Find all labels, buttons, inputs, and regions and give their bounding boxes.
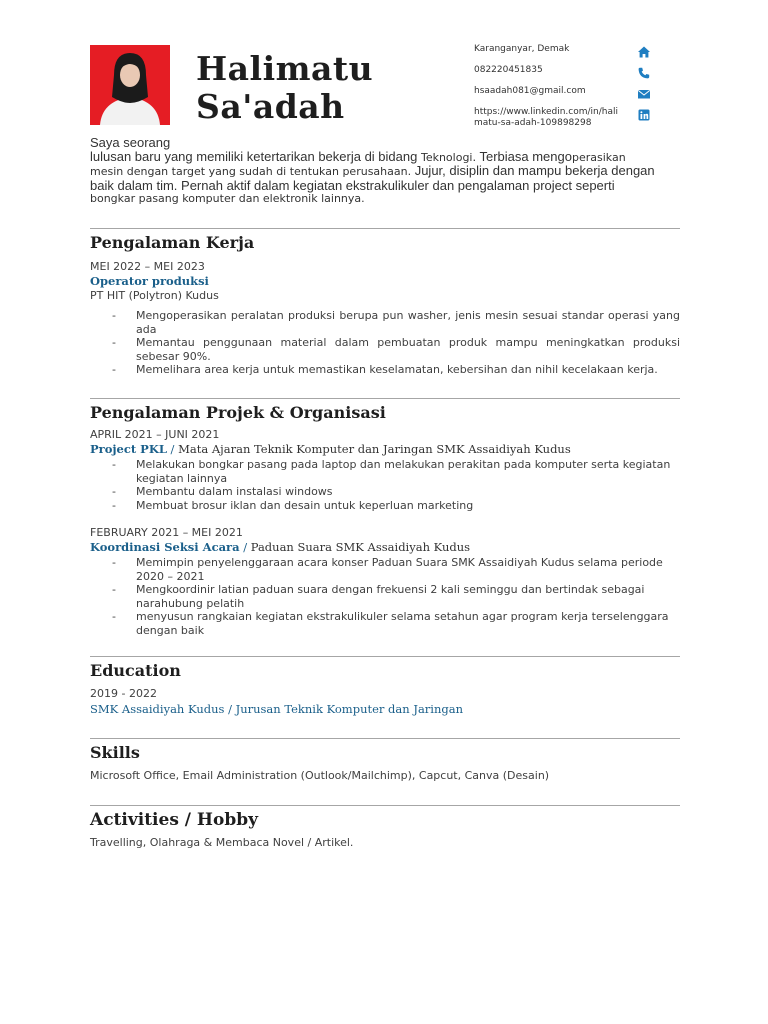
contact-linkedin[interactable] (474, 107, 664, 133)
linkedin-icon (637, 108, 651, 122)
section-education (90, 656, 680, 717)
list-item: - Mengkoordinir latian paduan suara dengan frekuensi 2 kali seminggu dan bertindak sebagai narahubung pelatih (112, 583, 645, 610)
section-divider (90, 738, 680, 739)
summary-text: Teknologi (420, 150, 473, 164)
contact-email[interactable] (474, 86, 664, 107)
education-date: 2019 - 2022 (90, 687, 157, 700)
bullet-text: Memimpin penyelenggaraan acara konser Paduan Suara SMK Assaidiyah Kudus selama periode 2020 – 2021 (136, 556, 663, 583)
role-separator: / (239, 540, 251, 554)
section-divider (90, 228, 680, 229)
role-organization: Paduan Suara SMK Assaidiyah Kudus (250, 540, 471, 554)
list-item: - Mengoperasikan peralatan produksi berupa pun washer, jenis mesin sesuai standar operasi yang ada (112, 309, 680, 336)
summary-line: bongkar pasang komputer dan elektronik lainnya. (90, 192, 365, 205)
summary-text: Jujur, disiplin dan mampu bekerja dengan (411, 163, 655, 178)
linkedin-url-part1[interactable]: https://www.linkedin.com/in/hali (474, 107, 618, 117)
contact-address (474, 44, 664, 65)
contact-phone (474, 65, 664, 86)
name-last: Sa'adah (196, 87, 345, 126)
bullet-text: Melakukan bongkar pasang pada laptop dan melakukan perakitan pada komputer serta kegiatan kegiatan lainnya (136, 458, 671, 485)
summary-text: perasikan (571, 150, 626, 164)
section-activities (90, 805, 680, 850)
linkedin-text[interactable] (474, 107, 634, 129)
section-title: Pengalaman Kerja (90, 233, 255, 252)
skills-text: Microsoft Office, Email Administration (Outlook/Mailchimp), Capcut, Canva (Desain) (90, 769, 550, 782)
section-title: Education (90, 661, 181, 680)
summary-line (90, 164, 680, 179)
summary-text: mesin dengan target yang sudah di tentukan perusahaan. (90, 165, 412, 178)
job-company: PT HIT (Polytron) Kudus (90, 289, 219, 302)
email-icon (637, 87, 651, 101)
section-skills (90, 738, 680, 783)
project-bullets (90, 458, 680, 512)
summary-line: baik dalam tim. Pernah aktif dalam kegiatan ekstrakulikuler dan pengalaman project seperti (90, 177, 615, 193)
list-item: - menyusun rangkaian kegiatan ekstrakulikuler selama setahun agar program kerja terselenggara dengan baik (112, 610, 669, 637)
profile-summary (90, 136, 680, 206)
project-role (90, 442, 680, 457)
section-title: Skills (90, 743, 140, 762)
summary-line: Saya seorang (90, 135, 171, 150)
bullet-text: Membuat brosur iklan dan desain untuk keperluan marketing (136, 498, 474, 512)
role-label: Project PKL (90, 442, 167, 456)
education-school: SMK Assaidiyah Kudus / Jurusan Teknik Komputer dan Jaringan (90, 702, 464, 716)
bullet-text: Memantau penggunaan material dalam pembuatan produk mampu meningkatkan produksi sebesar 90%. (136, 336, 680, 363)
bullet-text: menyusun rangkaian kegiatan ekstrakulikuler selama setahun agar program kerja terselenggara dengan baik (136, 610, 669, 637)
phone-text: 082220451835 (474, 65, 543, 75)
contact-block (474, 44, 664, 133)
project-date: APRIL 2021 – JUNI 2021 (90, 428, 220, 441)
list-item: - Memimpin penyelenggaraan acara konser Paduan Suara SMK Assaidiyah Kudus selama periode 2020 – 2021 (112, 556, 663, 583)
summary-line (90, 150, 680, 165)
profile-photo (90, 45, 170, 125)
section-title: Activities / Hobby (90, 810, 258, 830)
section-divider (90, 398, 680, 399)
organization-bullets (90, 556, 680, 637)
section-work-experience (90, 228, 680, 377)
bullet-text: Memelihara area kerja untuk memastikan keselamatan, kebersihan dan nihil kecelakaan kerja. (136, 363, 658, 376)
email-text[interactable]: hsaadah081@gmail.com (474, 86, 586, 96)
job-role: Operator produksi (90, 274, 209, 288)
organization-date: FEBRUARY 2021 – MEI 2021 (90, 526, 243, 539)
list-item: - Membantu dalam instalasi windows (112, 485, 333, 498)
section-title: Pengalaman Projek & Organisasi (90, 403, 386, 422)
name-first: Halimatu (196, 49, 374, 88)
list-item: - Membuat brosur iklan dan desain untuk keperluan marketing (112, 498, 474, 512)
list-item: - Melakukan bongkar pasang pada laptop dan melakukan perakitan pada komputer serta kegiatan kegiatan lainnya (112, 458, 671, 485)
job-date: MEI 2022 – MEI 2023 (90, 260, 205, 273)
role-organization: Mata Ajaran Teknik Komputer dan Jaringan SMK Assaidiyah Kudus (178, 442, 571, 456)
profile-photo-image (90, 45, 170, 125)
job-bullets (90, 309, 680, 377)
bullet-text: Membantu dalam instalasi windows (136, 485, 333, 498)
section-divider (90, 805, 680, 806)
bullet-text: Mengoperasikan peralatan produksi berupa pun washer, jenis mesin sesuai standar operasi yang ada (136, 309, 680, 336)
list-item: - Memelihara area kerja untuk memastikan keselamatan, kebersihan dan nihil kecelakaan kerja. (112, 363, 658, 376)
organization-role (90, 540, 680, 555)
phone-icon (637, 66, 651, 80)
section-projects (90, 398, 680, 637)
section-divider (90, 656, 680, 657)
list-item: - Memantau penggunaan material dalam pembuatan produk mampu meningkatkan produksi sebesar 90%. (112, 336, 680, 363)
address-text: Karanganyar, Demak (474, 44, 570, 54)
summary-text: . Terbiasa mengo (472, 148, 572, 164)
bullet-text: Mengkoordinir latian paduan suara dengan frekuensi 2 kali seminggu dan bertindak sebagai narahubung pelatih (136, 583, 645, 610)
linkedin-url-part2[interactable]: matu-sa-adah-109898298 (474, 118, 592, 128)
home-icon (637, 45, 651, 59)
role-label: Koordinasi Seksi Acara (90, 540, 240, 554)
activities-text: Travelling, Olahraga & Membaca Novel / Artikel. (90, 836, 354, 849)
summary-text: lulusan baru yang memiliki ketertarikan bekerja di bidang (90, 148, 421, 164)
role-separator: / (166, 442, 179, 456)
candidate-name (196, 50, 456, 126)
